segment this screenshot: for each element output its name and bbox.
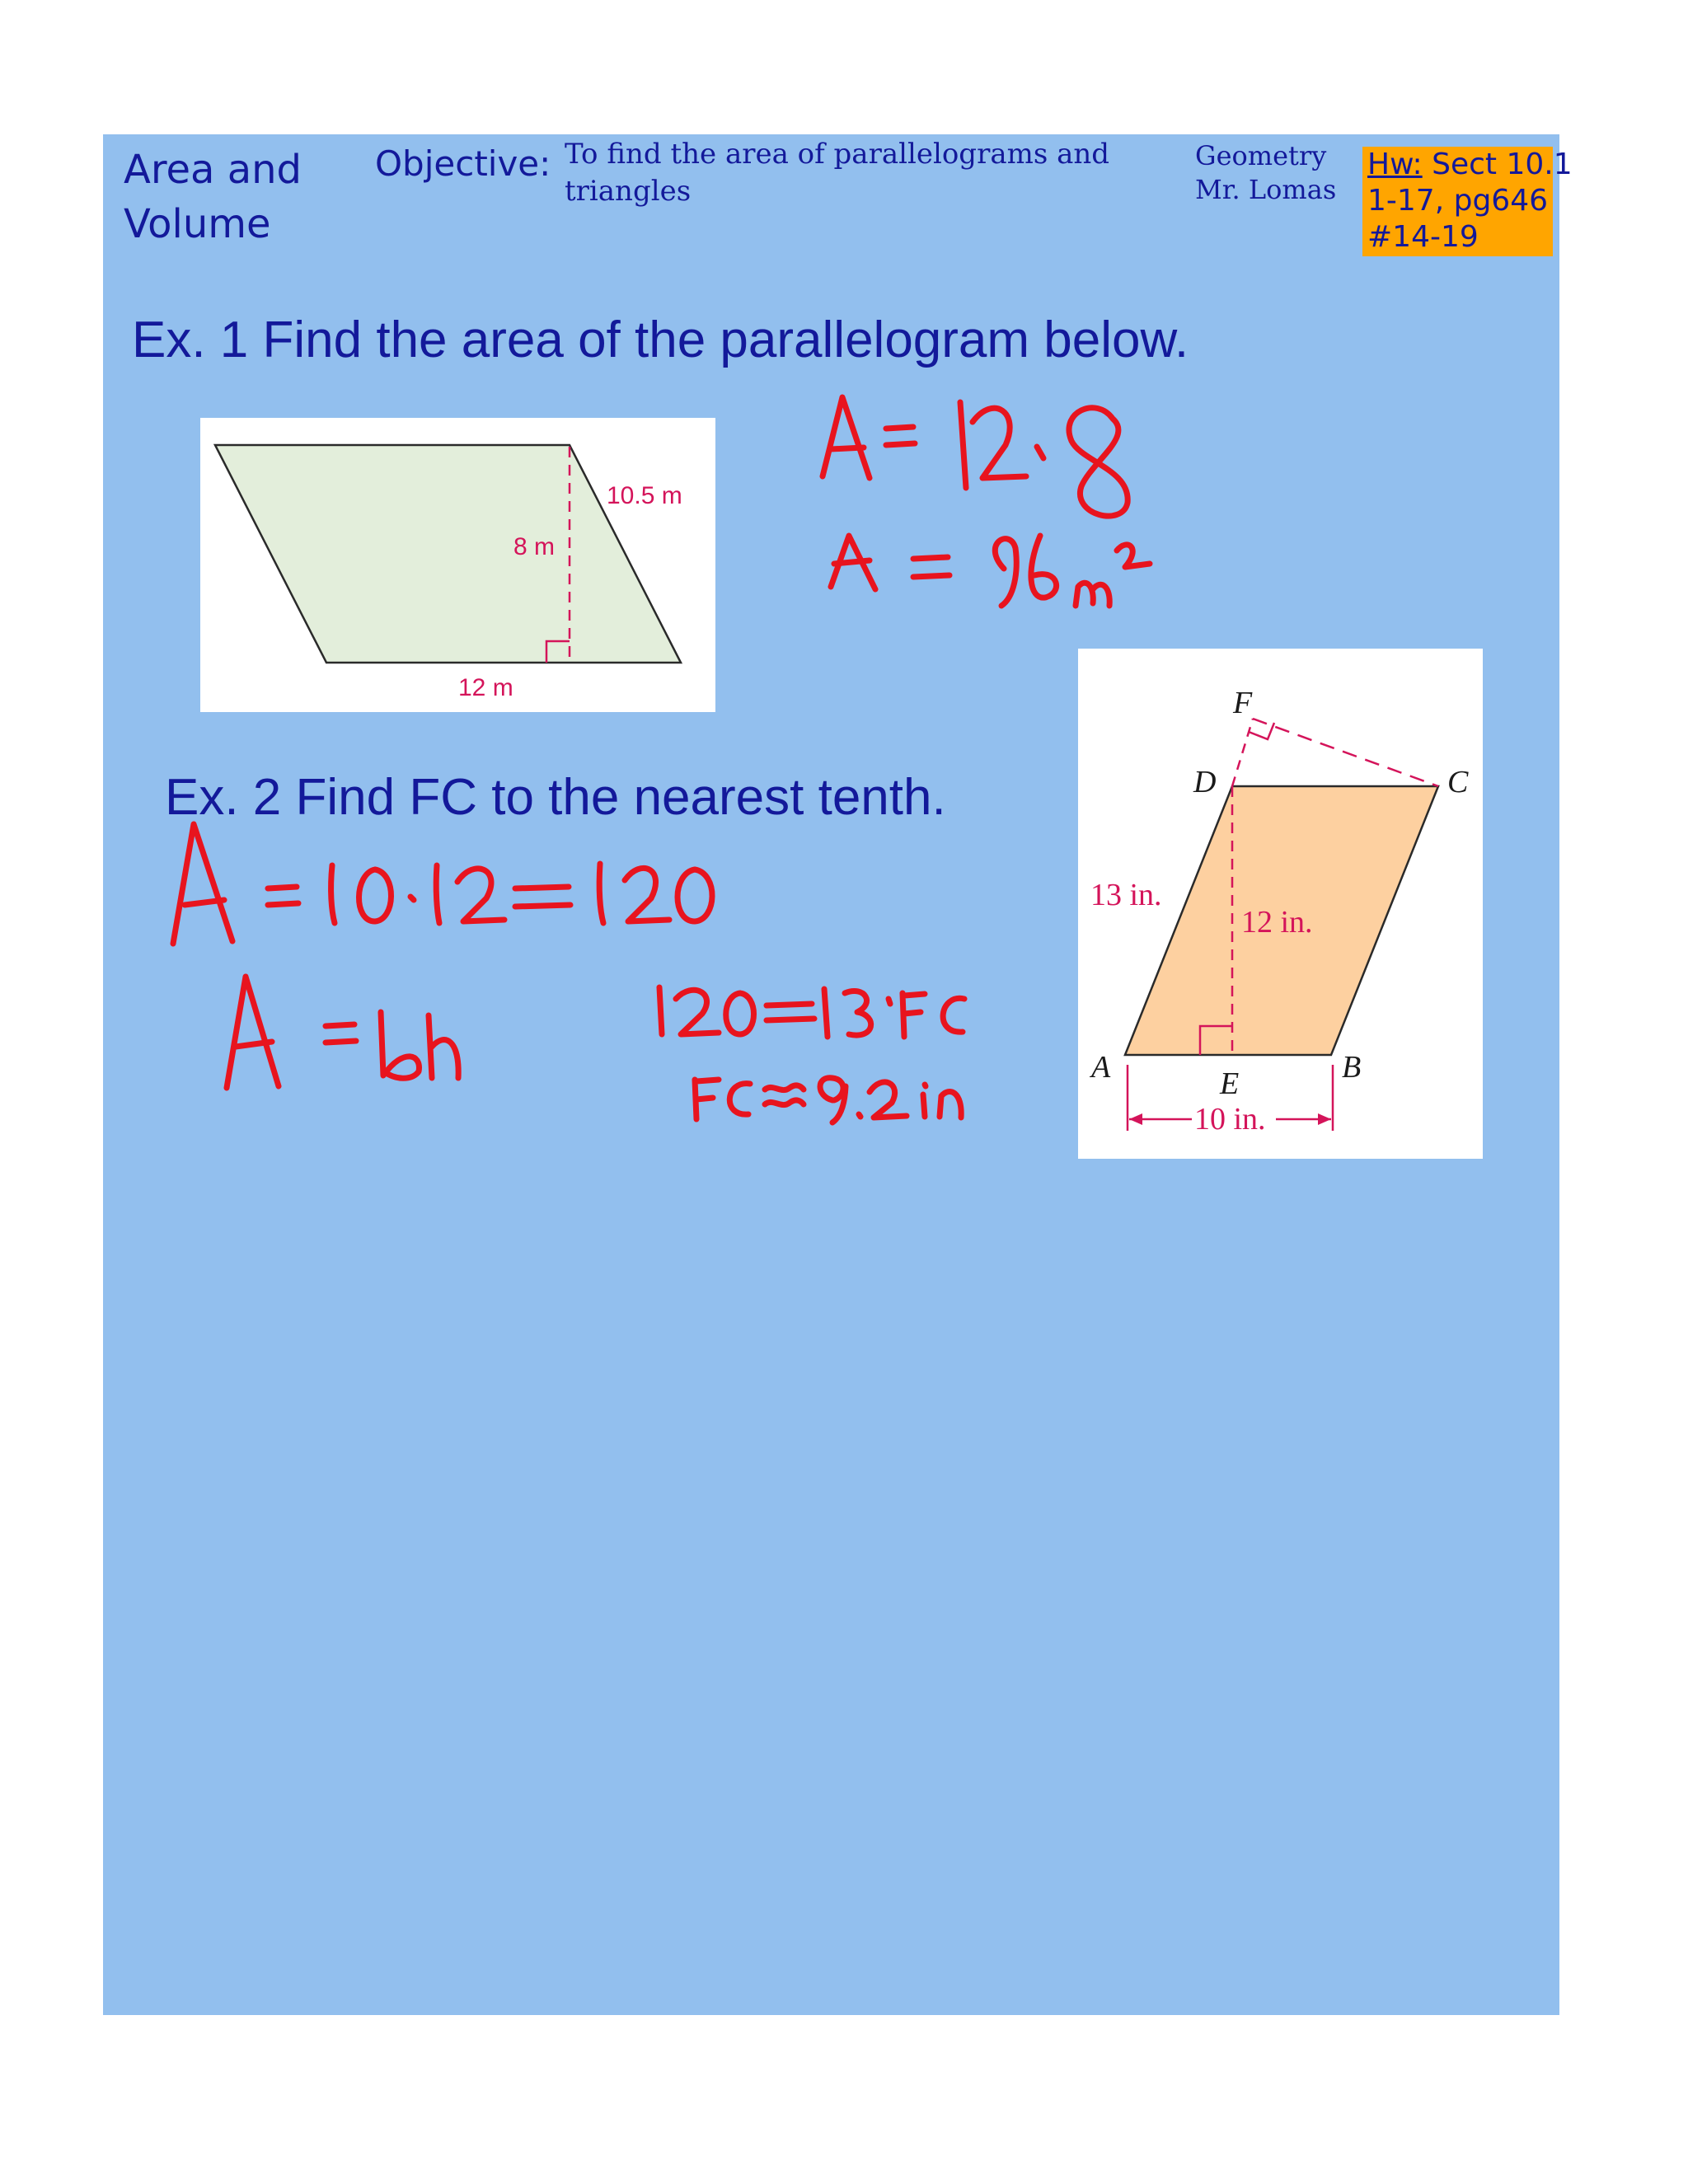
base-length-label: 10 in. <box>1194 1102 1266 1137</box>
homework-prefix: Hw: <box>1367 148 1423 181</box>
side-length-label: 13 in. <box>1090 878 1162 912</box>
course-name: Geometry <box>1195 140 1327 171</box>
point-d-label: D <box>1193 765 1217 799</box>
point-e-label: E <box>1220 1066 1240 1101</box>
point-c-label: C <box>1447 765 1469 799</box>
homework-line3: #14-19 <box>1367 220 1479 254</box>
objective-label: Objective: <box>375 143 551 184</box>
handwriting-example2-line2 <box>227 977 458 1088</box>
teacher-name: Mr. Lomas <box>1195 174 1337 205</box>
base-label: 12 m <box>458 674 513 701</box>
slant-side-label: 10.5 m <box>607 482 682 509</box>
homework-line2: 1-17, pg646 <box>1367 184 1549 218</box>
height-label: 12 in. <box>1241 905 1313 940</box>
handwriting-example2-line4 <box>695 1078 961 1122</box>
point-b-label: B <box>1342 1050 1362 1085</box>
handwriting-example1-line1 <box>823 397 1128 516</box>
point-a-label: A <box>1091 1050 1111 1085</box>
example1-prompt: Ex. 1 Find the area of the parallelogram below. <box>132 312 1189 368</box>
handwriting-example1-line2 <box>831 536 1150 606</box>
height-label: 8 m <box>513 533 556 560</box>
lesson-title-line1: Area and <box>124 147 302 193</box>
lesson-title-line2: Volume <box>124 201 271 247</box>
homework-section: Sect 10.1 <box>1422 148 1573 181</box>
handwriting-example2-line1 <box>173 824 712 944</box>
example2-prompt: Ex. 2 Find FC to the nearest tenth. <box>165 769 946 826</box>
point-f-label: F <box>1233 686 1253 720</box>
objective-text: To find the area of parallelograms and triangles <box>565 138 1110 208</box>
handwriting-example2-line3 <box>659 987 964 1037</box>
